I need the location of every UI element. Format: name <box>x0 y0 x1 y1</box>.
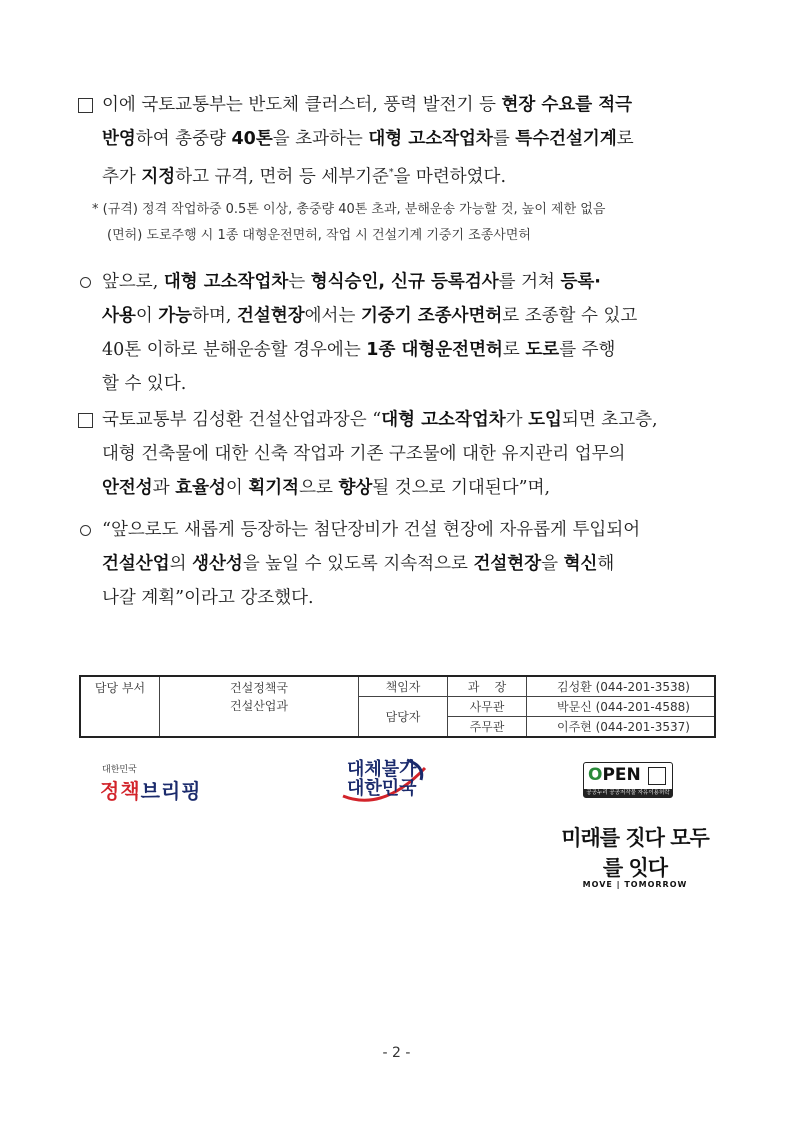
footnote: * (규격) 정격 작업하중 0.5톤 이상, 총중량 40톤 초과, 분해운송 가능할 것, 높이 제한 없음 (면허) 도로주행 시 1종 대형운전면허, 작업 시 건설기계 기중기 조종사면허 <box>92 202 606 243</box>
square-bullet-icon <box>78 98 93 113</box>
slogan-logo: 미래를 짓다 모두를 잇다 MOVE | TOMORROW <box>561 826 709 889</box>
policy-briefing-logo: 대한민국 정책브리핑 <box>100 765 202 803</box>
paragraph-2: 앞으로, 대형 고소작업차는 형식승인, 신규 등록검사를 거쳐 등록· 사용이 가능하며, 건설현장에서는 기중기 조종사면허로 조종할 수 있고 40톤 이하로 분해운송할 경우에는 1종 대형운전면허로 도로를 주행 할 수 있다. <box>78 265 718 401</box>
staff-label: 담당자 <box>359 697 448 738</box>
circle-bullet-icon <box>80 277 91 288</box>
page-number: - 2 - <box>382 1045 411 1061</box>
responsible-label: 책임자 <box>359 676 448 697</box>
paragraph-3: 국토교통부 김성환 건설산업과장은 “대형 고소작업차가 도입되면 초고층, 대형 건축물에 대한 신축 작업과 기존 구조물에 대한 유지관리 업무의 안전성과 효율성이 획기적으로 향상될 것으로 기대된다”며, <box>78 403 718 505</box>
contact-title: 주무관 <box>448 717 527 738</box>
irreplaceable-korea-logo: 대체불가 대한민국 <box>337 756 429 804</box>
contact-person: 김성환 (044-201-3538) <box>527 676 716 697</box>
kogl-open-logo: OPEN 공공누리 공공저작물 자유이용허락 <box>583 762 673 798</box>
contact-title: 과 장 <box>448 676 527 697</box>
square-bullet-icon <box>78 413 93 428</box>
person-icon <box>648 767 666 785</box>
contact-person: 박문신 (044-201-4588) <box>527 697 716 717</box>
dept-name: 건설정책국 건설산업과 <box>160 676 359 737</box>
contact-table <box>79 675 716 738</box>
paragraph-4: “앞으로도 새롭게 등장하는 첨단장비가 건설 현장에 자유롭게 투입되어 건설산업의 생산성을 높일 수 있도록 지속적으로 건설현장을 혁신해 나갈 계획”이라고 강조했다. <box>78 513 718 615</box>
circle-bullet-icon <box>80 525 91 536</box>
dept-label: 담당 부서 <box>80 676 160 737</box>
contact-person: 이주현 (044-201-3537) <box>527 717 716 738</box>
contact-title: 사무관 <box>448 697 527 717</box>
paragraph-1: 이에 국토교통부는 반도체 클러스터, 풍력 발전기 등 현장 수요를 적극 반영하여 총중량 40톤을 초과하는 대형 고소작업차를 특수건설기계로 추가 지정하고 규격, 면허 등 세부기준*을 마련하였다. <box>78 88 718 194</box>
